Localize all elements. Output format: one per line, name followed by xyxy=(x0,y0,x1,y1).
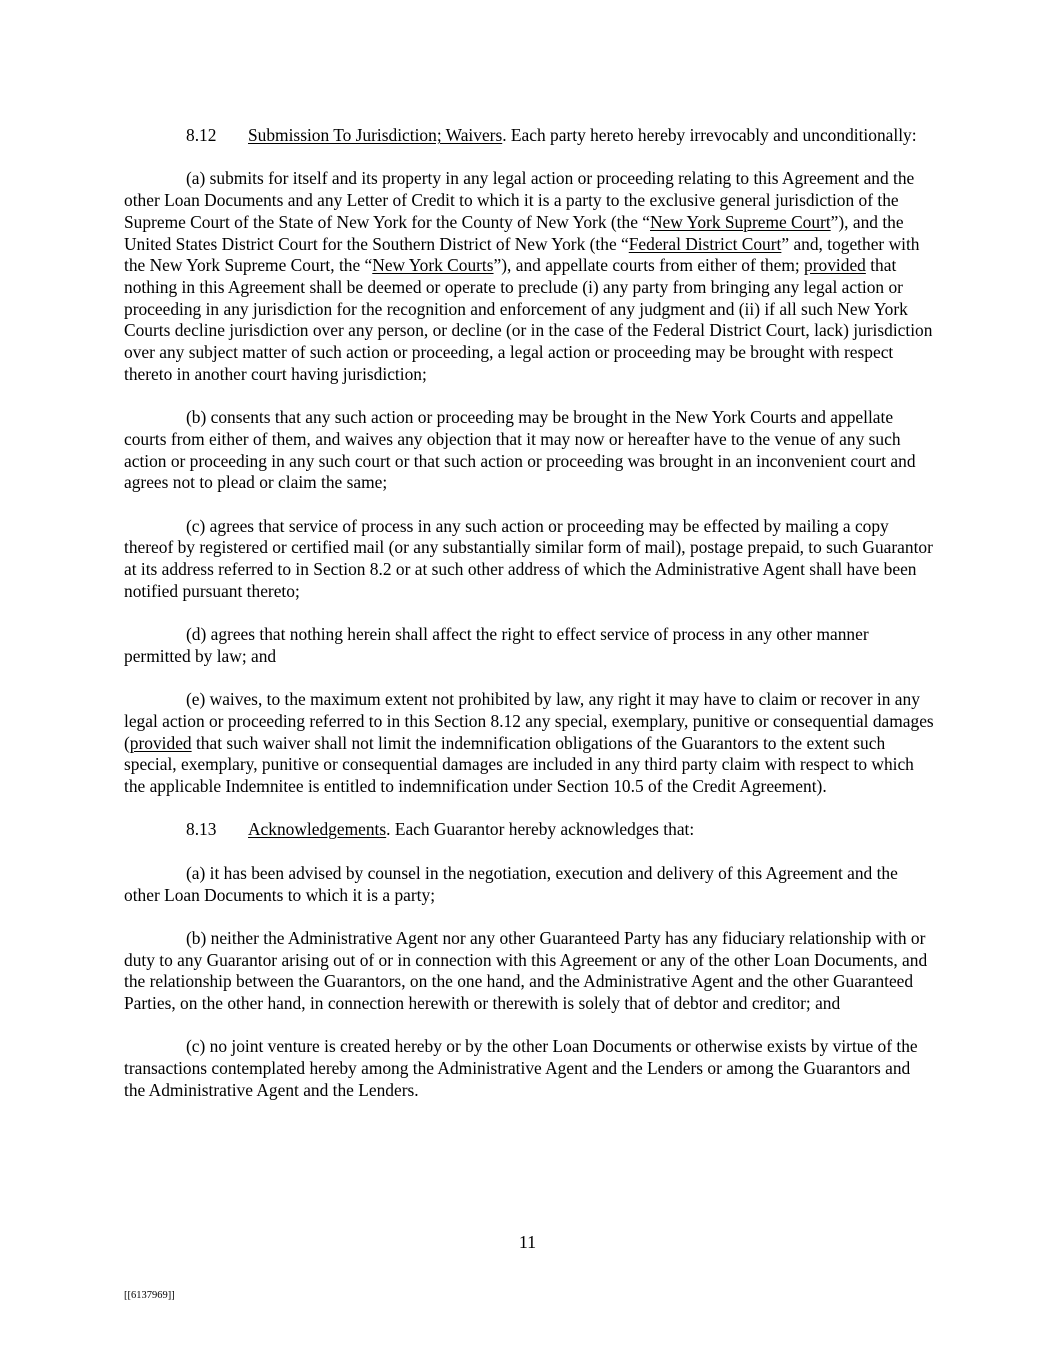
clause-e: (e) waives, to the maximum extent not prohibited by law, any right it may have to claim or recover in any legal action or proceeding referred to in this Section 8.12 any special, exemplary, punitive or consequential damages (provided that such waiver shall not limit the indemnification obligations of the Guarantors to the extent such special, exemplary, punitive or consequential damages are included in any third party claim with respect to which the applicable Indemnitee is entitled to indemnification under Section 10.5 of the Credit Agreement). xyxy=(124,689,934,797)
section-8-13 xyxy=(124,819,934,841)
clause-b: (b) consents that any such action or proceeding may be brought in the New York Courts and appellate courts from either of them, and waives any objection that it may now or hereafter have to the venue of any such action or proceeding in any such court or that such action or proceeding was brought in an inconvenient court and agrees not to plead or claim the same; xyxy=(124,407,916,493)
document-body xyxy=(124,125,934,1123)
clause-d: (d) agrees that nothing herein shall affect the right to effect service of process in any other manner permitted by law; and xyxy=(124,624,869,666)
section-number: 8.12 xyxy=(186,125,217,145)
clause-a: (a) submits for itself and its property in any legal action or proceeding relating to this Agreement and the other Loan Documents and any Letter of Credit to which it is a party to the exclusive general jurisdiction of the Supreme Court of the State of New York for the County of New York (the “New York Supreme Court”), and the United States District Court for the Southern District of New York (the “Federal District Court” and, together with the New York Supreme Court, the “New York Courts”), and appellate courts from either of them; provided that nothing in this Agreement shall be deemed or operate to preclude (i) any party from bringing any legal action or proceeding in any jurisdiction for the recognition and enforcement of any judgment and (ii) if all such New York Courts decline jurisdiction over any person, or decline (or in the case of the Federal District Court, lack) jurisdiction over any subject matter of such action or proceeding, a legal action or proceeding may be brought with respect thereto in another court having jurisdiction; xyxy=(124,168,933,384)
defined-term: New York Courts xyxy=(372,255,494,276)
document-id: [[6137969]] xyxy=(124,1290,175,1301)
section-heading: Acknowledgements xyxy=(248,819,387,840)
section-intro: . Each Guarantor hereby acknowledges that: xyxy=(386,819,695,840)
ack-clause-a: (a) it has been advised by counsel in the negotiation, execution and delivery of this Agreement and the other Loan Documents to which it is a party; xyxy=(124,862,898,905)
provided-term: provided xyxy=(804,255,866,276)
ack-clause-b: (b) neither the Administrative Agent nor any other Guaranteed Party has any fiduciary relationship with or duty to any Guarantor arising out of or in connection with this Agreement or any of the other Loan Documents, and the relationship between the Guarantors, on the one hand, and the Administrative Agent and the other Guaranteed Parties, on the other hand, in connection herewith or therewith is solely that of debtor and creditor; and xyxy=(124,927,928,1013)
clause-c: (c) agrees that service of process in any such action or proceeding may be effected by mailing a copy thereof by registered or certified mail (or any substantially similar form of mail), postage prepaid, to such Guarantor at its address referred to in Section 8.2 or at such other address of which the Administrative Agent shall have been notified pursuant thereto; xyxy=(124,515,933,601)
ack-clause-c: (c) no joint venture is created hereby or by the other Loan Documents or otherwise exists by virtue of the transactions contemplated hereby among the Administrative Agent and the Lenders or among the Guarantors and the Administrative Agent and the Lenders. xyxy=(124,1036,918,1100)
defined-term: Federal District Court xyxy=(628,233,782,254)
section-heading: Submission To Jurisdiction; Waivers xyxy=(248,125,503,145)
provided-term: provided xyxy=(129,732,192,753)
section-intro: . Each party hereto hereby irrevocably and unconditionally: xyxy=(502,125,917,145)
defined-term: New York Supreme Court xyxy=(650,211,831,232)
section-8-12 xyxy=(124,125,934,147)
page-number: 11 xyxy=(518,1232,537,1252)
section-number: 8.13 xyxy=(186,819,217,840)
